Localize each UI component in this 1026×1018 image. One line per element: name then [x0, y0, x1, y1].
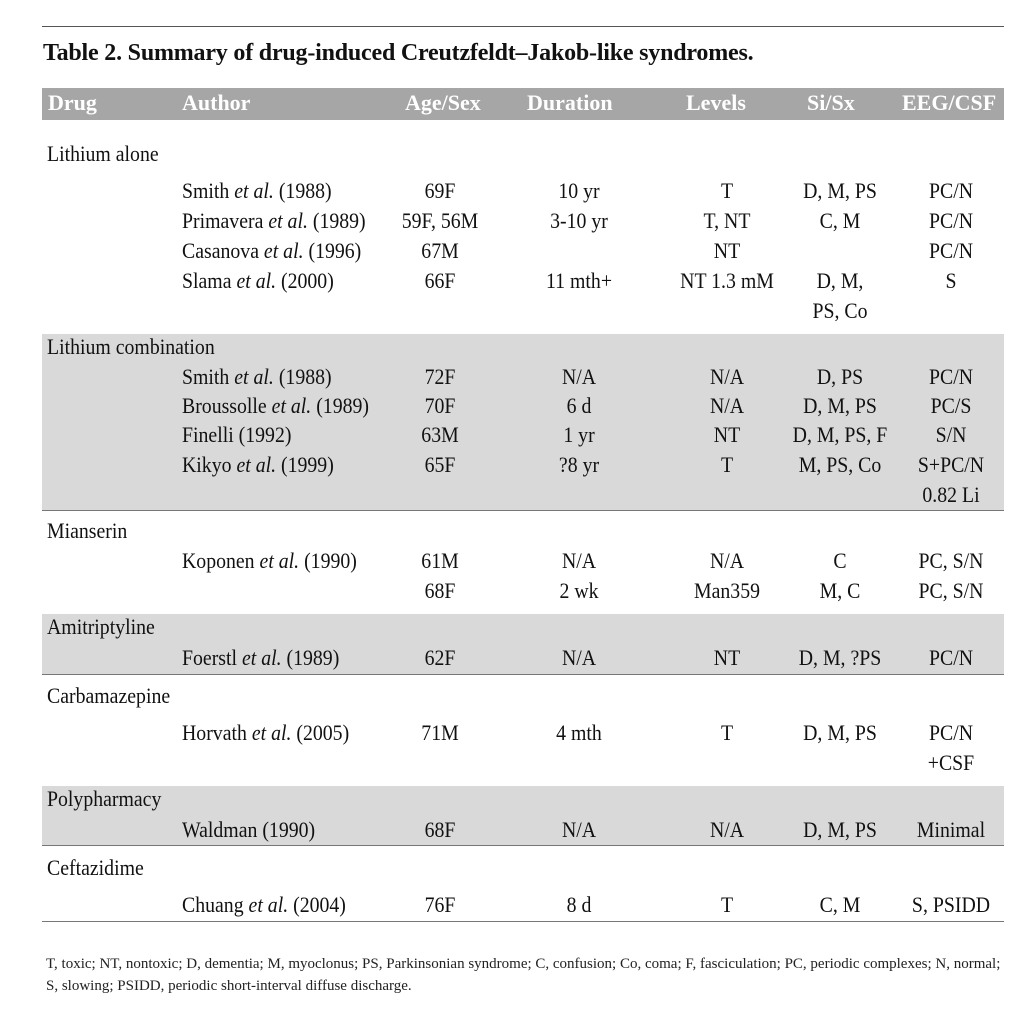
- header-drug: Drug: [48, 90, 97, 115]
- author-name: Waldman (1990): [182, 817, 316, 842]
- author-name: Slama: [182, 268, 237, 293]
- header-duration: Duration: [527, 90, 613, 115]
- levels-cell: NT: [713, 238, 741, 263]
- table-header: [42, 88, 1004, 120]
- top-rule: [42, 26, 1004, 27]
- levels-cell: T: [720, 892, 734, 917]
- et-al: et al.: [251, 720, 292, 745]
- levels-cell: T: [720, 720, 734, 745]
- duration-cell: N/A: [561, 817, 597, 842]
- et-al: et al.: [236, 452, 277, 477]
- age-sex-cell: 72F: [424, 364, 456, 389]
- author-cell: [182, 817, 315, 843]
- levels-cell: NT: [713, 645, 741, 670]
- author-name: Koponen: [182, 548, 260, 573]
- duration-cell: 2 wk: [559, 578, 599, 603]
- author-year: (2005): [291, 720, 350, 745]
- author-name: Casanova: [182, 238, 264, 263]
- eeg-csf-cell: PC, S/N: [918, 578, 984, 603]
- author-name: Broussolle: [182, 393, 272, 418]
- levels-cell: N/A: [709, 364, 745, 389]
- group-label: Polypharmacy: [47, 786, 162, 811]
- eeg-csf-cell: S, PSIDD: [911, 892, 991, 917]
- levels-cell: N/A: [709, 548, 745, 573]
- levels-cell: NT: [713, 422, 741, 447]
- author-cell: [182, 178, 332, 204]
- author-cell: [182, 422, 291, 448]
- author-name: Smith: [182, 364, 235, 389]
- levels-cell: T: [720, 452, 734, 477]
- age-sex-cell: 71M: [421, 720, 459, 745]
- si-sx-cell: C, M: [819, 208, 861, 233]
- header-age-sex: Age/Sex: [405, 90, 481, 115]
- et-al: et al.: [234, 364, 274, 389]
- bottom-rule: [42, 921, 1004, 922]
- levels-cell: N/A: [709, 817, 745, 842]
- et-al: et al.: [268, 208, 308, 233]
- eeg-csf-cell: S: [945, 268, 957, 293]
- levels-cell: NT 1.3 mM: [680, 268, 774, 293]
- author-name: Foerstl: [182, 645, 242, 670]
- et-al: et al.: [271, 393, 312, 418]
- duration-cell: N/A: [561, 645, 597, 670]
- si-sx-cell: D, M, PS: [803, 720, 877, 745]
- et-al: et al.: [248, 892, 289, 917]
- age-sex-cell: 62F: [424, 645, 456, 670]
- age-sex-cell: 59F, 56M: [401, 208, 479, 233]
- author-name: Finelli (1992): [182, 422, 292, 447]
- group-label: Lithium combination: [47, 334, 215, 359]
- et-al: et al.: [236, 268, 277, 293]
- author-year: (1999): [276, 452, 334, 477]
- duration-cell: N/A: [561, 548, 597, 573]
- si-sx-cell: D, M, ?PS: [798, 645, 882, 670]
- group-label: Lithium alone: [47, 141, 159, 166]
- duration-cell: 6 d: [566, 393, 592, 418]
- author-year: (1989): [311, 393, 370, 418]
- author-year: (2004): [288, 892, 346, 917]
- author-cell: [182, 548, 357, 574]
- eeg-csf-cell: PC/N: [928, 720, 974, 745]
- si-sx-cell: D, M, PS: [803, 393, 877, 418]
- age-sex-cell: 69F: [424, 178, 456, 203]
- levels-cell: N/A: [709, 393, 745, 418]
- author-year: (1989): [281, 645, 340, 670]
- table-title: Table 2. Summary of drug-induced Creutzfeldt–Jakob-like syndromes.: [43, 40, 754, 66]
- author-year: (1996): [303, 238, 362, 263]
- eeg-csf-cell: S+PC/N: [917, 452, 985, 477]
- age-sex-cell: 66F: [424, 268, 456, 293]
- age-sex-cell: 68F: [424, 578, 456, 603]
- duration-cell: 10 yr: [558, 178, 600, 203]
- header-si-sx: Si/Sx: [807, 90, 855, 115]
- rule-3: [42, 845, 1004, 846]
- duration-cell: 1 yr: [563, 422, 595, 447]
- author-name: Kikyo: [182, 452, 237, 477]
- si-sx-cell-line2: PS, Co: [812, 298, 868, 323]
- author-name: Chuang: [182, 892, 249, 917]
- header-eeg-csf: EEG/CSF: [902, 90, 997, 115]
- age-sex-cell: 65F: [424, 452, 456, 477]
- author-cell: [182, 892, 346, 918]
- eeg-csf-cell: PC, S/N: [918, 548, 984, 573]
- si-sx-cell: D, M, PS: [803, 817, 877, 842]
- levels-cell: T, NT: [703, 208, 751, 233]
- eeg-csf-cell: PC/N: [928, 645, 974, 670]
- eeg-csf-cell: S/N: [935, 422, 967, 447]
- et-al: et al.: [234, 178, 274, 203]
- eeg-csf-cell: PC/S: [930, 393, 972, 418]
- duration-cell: N/A: [561, 364, 597, 389]
- header-author: Author: [182, 90, 251, 115]
- eeg-csf-cell-line2: +CSF: [927, 750, 975, 775]
- author-year: (1988): [273, 364, 332, 389]
- author-name: Primavera: [182, 208, 269, 233]
- author-cell: [182, 208, 366, 234]
- footnote: T, toxic; NT, nontoxic; D, dementia; M, myoclonus; PS, Parkinsonian syndrome; C, confusion; Co, coma; F, fasciculation; PC, periodic complexes; N, normal; S, slowing; PSIDD, periodic short-interval diffuse discharge.: [46, 956, 1001, 994]
- author-name: Horvath: [182, 720, 252, 745]
- author-year: (2000): [276, 268, 334, 293]
- rule-2: [42, 674, 1004, 675]
- age-sex-cell: 70F: [424, 393, 456, 418]
- duration-cell: 3-10 yr: [550, 208, 608, 233]
- age-sex-cell: 61M: [421, 548, 459, 573]
- eeg-csf-cell: PC/N: [928, 238, 974, 263]
- eeg-csf-cell: PC/N: [928, 178, 974, 203]
- rule-1: [42, 510, 1004, 511]
- author-cell: [182, 268, 334, 294]
- eeg-csf-cell: Minimal: [916, 817, 986, 842]
- group-label: Ceftazidime: [47, 855, 144, 880]
- et-al: et al.: [263, 238, 304, 263]
- group-label: Carbamazepine: [47, 683, 171, 708]
- group-label: Amitriptyline: [47, 614, 155, 639]
- age-sex-cell: 68F: [424, 817, 456, 842]
- author-cell: [182, 645, 339, 671]
- si-sx-cell: M, C: [819, 578, 861, 603]
- eeg-csf-cell: PC/N: [928, 208, 974, 233]
- levels-cell: T: [720, 178, 734, 203]
- si-sx-cell: M, PS, Co: [798, 452, 882, 477]
- si-sx-cell: D, M, PS, F: [792, 422, 888, 447]
- age-sex-cell: 67M: [421, 238, 459, 263]
- eeg-csf-cell: PC/N: [928, 364, 974, 389]
- author-cell: [182, 393, 369, 419]
- header-levels: Levels: [686, 90, 746, 115]
- author-cell: [182, 720, 349, 746]
- author-year: (1988): [273, 178, 332, 203]
- author-cell: [182, 452, 334, 478]
- duration-cell: 4 mth: [556, 720, 602, 745]
- author-year: (1990): [299, 548, 357, 573]
- age-sex-cell: 76F: [424, 892, 456, 917]
- levels-cell: Man359: [694, 578, 760, 603]
- si-sx-cell: D, M,: [816, 268, 864, 293]
- author-cell: [182, 238, 361, 264]
- author-year: (1989): [307, 208, 366, 233]
- duration-cell: 11 mth+: [546, 268, 612, 293]
- group-label: Mianserin: [47, 518, 128, 543]
- et-al: et al.: [241, 645, 282, 670]
- duration-cell: 8 d: [566, 892, 592, 917]
- si-sx-cell: D, PS: [816, 364, 864, 389]
- et-al: et al.: [259, 548, 300, 573]
- duration-cell: ?8 yr: [558, 452, 600, 477]
- si-sx-cell: D, M, PS: [803, 178, 877, 203]
- eeg-csf-cell-line2: 0.82 Li: [922, 482, 980, 507]
- author-cell: [182, 364, 332, 390]
- author-name: Smith: [182, 178, 235, 203]
- age-sex-cell: 63M: [421, 422, 459, 447]
- si-sx-cell: C: [833, 548, 847, 573]
- si-sx-cell: C, M: [819, 892, 861, 917]
